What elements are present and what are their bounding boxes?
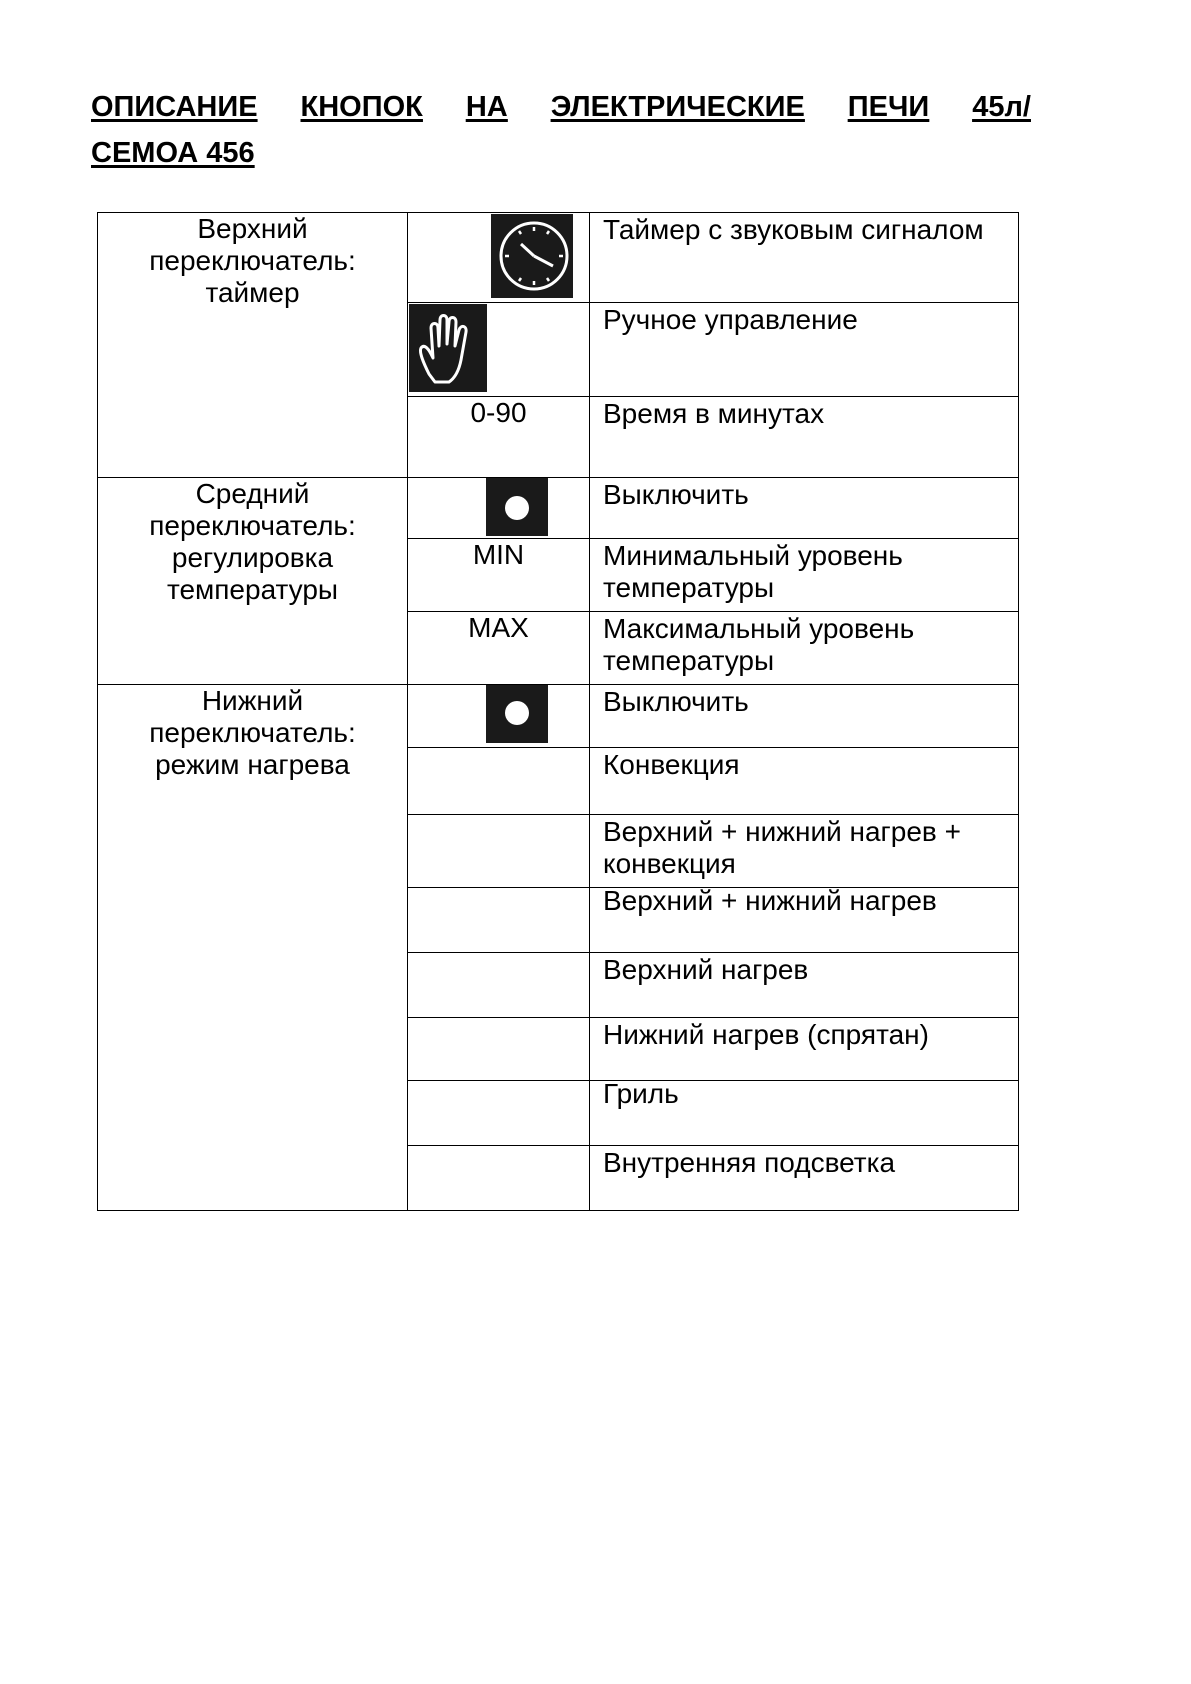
group-label-line: регулировка <box>171 542 334 573</box>
group-label-line: Средний <box>195 478 310 509</box>
group-label-line: Верхний <box>197 213 308 244</box>
group-label-line: переключатель: <box>149 717 356 748</box>
group-label-middle <box>98 478 408 685</box>
title-line-1 <box>91 84 1031 130</box>
group-label-lower <box>98 685 408 1211</box>
title-word: КНОПОК <box>300 91 423 123</box>
symbol-cell: 0-90 <box>408 397 590 478</box>
hand-icon <box>409 304 487 392</box>
table-row <box>98 685 1019 748</box>
description-cell: Выключить <box>590 478 1019 539</box>
symbol-cell <box>408 1018 590 1081</box>
document-title <box>91 84 1031 176</box>
buttons-table <box>97 212 1019 1211</box>
group-label-line: переключатель: <box>149 245 356 276</box>
group-label-line: режим нагрева <box>155 749 350 780</box>
title-word: НА <box>465 91 508 123</box>
title-word: ОПИСАНИЕ <box>91 91 258 123</box>
group-label-upper <box>98 213 408 478</box>
symbol-cell: MAX <box>408 612 590 685</box>
description-cell: Ручное управление <box>590 303 1019 397</box>
description-cell: Максимальный уровень температуры <box>590 612 1019 685</box>
dot-icon <box>486 478 548 536</box>
title-word: 45л/ <box>972 91 1031 123</box>
title-line-2: СЕМОА 456 <box>91 137 255 169</box>
symbol-cell <box>408 213 590 303</box>
table-row <box>98 478 1019 539</box>
description-cell: Нижний нагрев (спрятан) <box>590 1018 1019 1081</box>
symbol-cell <box>408 1146 590 1211</box>
description-cell: Выключить <box>590 685 1019 748</box>
symbol-cell <box>408 953 590 1018</box>
description-cell: Минимальный уровень температуры <box>590 539 1019 612</box>
title-word: ПЕЧИ <box>847 91 930 123</box>
description-cell: Время в минутах <box>590 397 1019 478</box>
description-cell: Верхний + нижний нагрев + конвекция <box>590 815 1019 888</box>
group-label-line: таймер <box>205 277 300 308</box>
symbol-cell <box>408 815 590 888</box>
group-label-line: Нижний <box>201 685 304 716</box>
table-row <box>98 213 1019 303</box>
symbol-cell: MIN <box>408 539 590 612</box>
dot-icon <box>486 685 548 743</box>
symbol-cell <box>408 478 590 539</box>
group-label-line: переключатель: <box>149 510 356 541</box>
clock-icon <box>491 214 573 298</box>
description-cell: Гриль <box>590 1081 1019 1146</box>
symbol-cell <box>408 303 590 397</box>
description-cell: Таймер с звуковым сигналом <box>590 213 1019 303</box>
description-cell: Внутренняя подсветка <box>590 1146 1019 1211</box>
group-label-line: температуры <box>166 574 339 605</box>
description-cell: Верхний + нижний нагрев <box>590 888 1019 953</box>
title-word: ЭЛЕКТРИЧЕСКИЕ <box>550 91 805 123</box>
symbol-cell <box>408 685 590 748</box>
description-cell: Верхний нагрев <box>590 953 1019 1018</box>
symbol-cell <box>408 888 590 953</box>
symbol-cell <box>408 1081 590 1146</box>
description-cell: Конвекция <box>590 748 1019 815</box>
symbol-cell <box>408 748 590 815</box>
